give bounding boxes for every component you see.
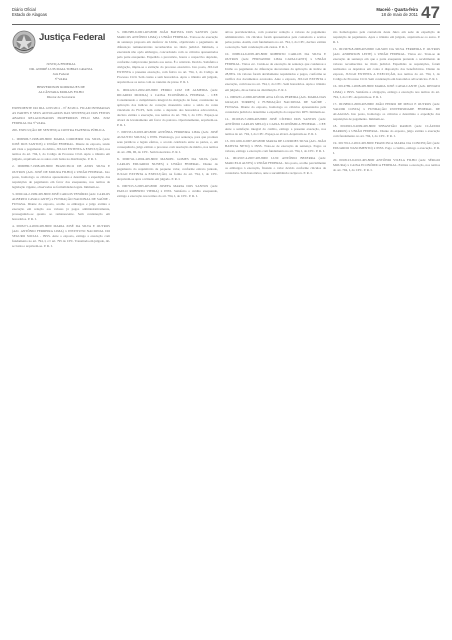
paragraph: 7- 0005331-8.2003.405.8000 ANTÔNIA FERREIRA LIMA (Adv. JOSÉ AUGUSTO SOUZA) x INSS. Homologo, por sentença, para que produza seus jurídicos e legais efeitos, o acordo celebrado entre as partes, e, em consequência, julgo extinto o processo com resolução de mérito, nos termos do art. 269, III, do CPC. Sem honorários. P. R. I. [117,129,218,155]
date-label: Maceió - Quarta-feira [376,7,418,12]
paragraph: 20- 0018123-6.2010.405.8000 ANTÔNIO VILELA FILHO (Adv. SÉRGIO MOURA) x CAIXA ECONÔMICA FEDERAL. Extinta a execução, nos termos do art. 794, I, do CPC. P. R. I. [333,158,440,173]
judge-line: ALCÂNTARA MORAIS FILHO [38,90,84,94]
paragraph: 5- 0002388-9.2001.405.8000 JOÃO BATISTA DOS SANTOS (Adv. MARCOS ANTÔNIO LIMA) x UNIÃO FEDERAL. Trata-se de execução de sentença proposta em desfavor da União, objetivando o pagamento de diferenças remuneratórias reconhecidas no título judicial. Intimada, a executada não opôs embargos, concordando com os cálculos apresentados pela parte exequente. Expedido o precatório, houve o respectivo depósito, conforme comprovante juntado aos autos. É o relatório. Decido. Satisfeita a obrigação, impõe-se a extinção do processo executivo. Isto posto, JULGO EXTINTA a presente execução, com fulcro no art. 794, I, do Código de Processo Civil. Sem custas e sem honorários. Após o trânsito em julgado, arquivem-se os autos com as cautelas de praxe. P. R. I. [117,30,218,85]
paragraph: EXPEDIENTE DO DIA 12/05/2011 - Nº 82/2011. FICAM INTIMADAS AS PARTES E SEUS ADVOGADOS DAS SENTENÇAS DOS FEITOS ABAIXO RELACIONADOS PROFERIDOS PELO MM. JUIZ FEDERAL DA 5ª VARA. [12,106,110,126]
judge-block [12,62,110,100]
paragraph: 12- 0010345-7.2006.405.8000 JOSÉ CÍCERO DOS SANTOS (Adv. ANTÔNIO CARLOS MELO) x CAIXA ECONÔMICA FEDERAL - CEF. Ante a satisfação integral do crédito, extingo a presente execução, nos termos do art. 794, I, do CPC. Expeça-se alvará. Arquivem-se. P. R. I. [225,116,326,136]
date-value: 18 de maio de 2011 [381,12,418,17]
paragraph: 13- 0011456-0.2007.405.8000 MARIA DE LOURDES SILVA (Adv. JOÃO BATISTA NETO) x INSS. Trata-se de execução de sentença. Pagos os valores, extingo a execução com fundamento no art. 794, I, do CPC. P. R. I. [225,138,326,154]
court-name: Justiça Federal [39,32,106,43]
judge-line: 5ª VARA [54,77,68,81]
judge-line: JUSTIÇA FEDERAL [46,62,76,66]
paragraph: 19- 0017012-2.2010.405.8000 FRANCISCA MARIA DA CONCEIÇÃO (Adv. EDUARDO NASCIMENTO) x INSS. Pago o crédito, extingo a execução. P. R. I. [333,140,440,156]
paragraph: 4- 0003271-4.2000.405.8000 MARIA JOSÉ DA SILVA E OUTROS (Adv. ANTÔNIO FERREIRA LIMA) x INSTITUTO NACIONAL DO SEGURO SOCIAL - INSS. Ante o exposto, extingo a execução com fundamento no art. 794, I, c/c art. 795 do CPC. Transitada em julgado, dê-se baixa e arquivem-se. P. R. I. [12,223,110,249]
judge-line: BERVERDSON RODRIGUES DE [37,85,85,89]
paragraph: 15- 0013678-8.2008.405.8000 GILSON DA SILVA FERREIRA E OUTROS (Adv. ANDERSON LEITE) x UNIÃO FEDERAL. Vistos etc. Trata-se de execução de sentença em que a parte exequente pretende o recebimento de valores reconhecidos no título judicial. Expedidas as requisições, foram realizados os depósitos em conta à disposição dos beneficiários. Diante do exposto, JULGO EXTINTA A EXECUÇÃO, nos termos do art. 794, I, do Código de Processo Civil. Sem condenação em honorários advocatícios. P. R. I. [333,47,440,82]
column-1 [12,30,110,630]
publication-title: Diário Oficial [12,7,36,12]
coat-of-arms-icon [12,30,36,54]
paragraph: 2- 0000880-7.1998.405.8000 FRANCISCO DE ASSIS SILVA E OUTROS (Adv. JOSÉ DE MOURA FILHO) x UNIÃO FEDERAL. Isto posto, homologo os cálculos apresentados e determino a expedição das requisições de pagamento em favor dos exequentes, nos termos da legislação vigente, observadas as formalidades legais. Intimem-se. [12,164,110,189]
paragraph: são homologados pela contadoria deste Juízo em sede de expedição de requisição de pagamento. Após o trânsito em julgado, arquivem-se os autos. P. R. I. [333,30,440,45]
paragraph: 8- 0006742-1.2004.405.8000 MANOEL GOMES DA SILVA (Adv. CARLOS EDUARDO NUNES) x UNIÃO FEDERAL. Diante do pagamento do requisitório de pequeno valor, conforme extrato juntado, JULGO EXTINTA A EXECUÇÃO, na forma do art. 794, I, do CPC. Arquivem-se após o trânsito em julgado. P. R. I. [117,157,218,182]
paragraph: 3- 0002144-2.1999.405.8000 JOSÉ CARLOS TENÓRIO (Adv. CARLOS ALBERTO CAVALCANTE) x FUNDAÇÃO NACIONAL DE SAÚDE - FUNASA. Diante do exposto, acolho os embargos e julgo extinta a execução em relação aos valores já pagos administrativamente, prosseguindo-se quanto ao remanescente. Sem condenação em honorários. P. R. I. [12,191,110,221]
paragraph: 14- 0012567-4.2007.405.8000 LUIZ ANTÔNIO BEZERRA (Adv. MARCELO ALVES) x UNIÃO FEDERAL. Isto posto, acolho parcialmente os embargos à execução, fixando o valor devido conforme cálculos da contadoria. Sem honorários, ante a sucumbência recíproca. P. R. I. [225,156,326,176]
judge-line: DR. ANDRÉ LUIS MAIA TOBIAS GRANJA [29,67,93,71]
court-section-header [12,30,110,54]
paragraph: 9- 0007015-3.2005.405.8000 JOSEFA MARIA DOS SANTOS (Adv. PAULO ROBERTO VIEIRA) x INSS. Satisfeito o crédito exequendo, extingo a execução nos termos do art. 794, I, do CPC. P. R. I. [117,184,218,199]
paragraph: 11- 0009231-2.2006.405.8000 ANA LÚCIA PEREIRA (Adv. MARIA DAS GRAÇAS TORRES) x FUNDAÇÃO NACIONAL DE SAÚDE - FUNASA. Diante do exposto, homologo os cálculos apresentados pela contadoria judicial e determino a expedição do respectivo RPV. Intimem-se. [225,94,326,114]
column-2 [117,30,218,630]
judge-line: Juiz Federal [52,72,70,76]
issue-date [376,7,418,17]
header-rule [12,24,440,25]
publication-state: Estado de Alagoas [12,12,47,17]
column-4 [333,30,440,630]
paragraph: 10- 0008124-6.2005.405.8000 ROBERTO CARLOS DA SILVA E OUTROS (Adv. FERNANDO LIMA CAVALCANTI) x UNIÃO FEDERAL. Vistos etc. Cuida-se de execução de sentença que condenou a União ao pagamento de diferenças decorrentes da aplicação do índice de 28,86%. Os valores foram devidamente requisitados e pagos, conforme se verifica dos documentos acostados. Ante o exposto, JULGO EXTINTA a execução, com base no art. 794, I, do CPC. Sem honorários. Após o trânsito em julgado, dê-se baixa na distribuição. P. R. I. [225,52,326,92]
paragraph: 18- 0016901-9.2009.405.8000 SEBASTIÃO RAMOS (Adv. CLÁUDIO BARROS) x UNIÃO FEDERAL. Diante do exposto, julgo extinta a execução com fundamento no art. 794, I, do CPC. P. R. I. [333,123,440,138]
paragraph: 200- EXECUÇÃO DE SENTENÇA CONTRA FAZENDA PÚBLICA [12,128,105,133]
judge-line: Diretor de Secretaria [46,95,76,99]
page-number: 47 [421,3,440,22]
paragraph: 17- 0015890-5.2009.405.8000 JOÃO PEDRO DE MELO E OUTROS (Adv. VALDIR COSTA) x FUNDAÇÃO UNIVERSIDADE FEDERAL DE ALAGOAS. Isto posto, homologo os cálculos e determino a expedição das requisições de pagamento. Intimem-se. [333,101,440,121]
column-3 [225,30,326,630]
paragraph: ativos previdenciários, com posterior redução a valores de pagamento administrativo. Os cálculos foram apresentados pela contadoria e aceitos pelas partes. Assim, com fundamento no art. 794, I, do CPC, declaro extinta a execução. Sem condenação em custas. P. R. I. [225,30,326,50]
publication-name [12,7,47,17]
paragraph: 16- 0014789-1.2008.405.8000 MARIA JOSÉ CAVALCANTE (Adv. RENATO LIMA) x INSS. Satisfeita a obrigação, extingo a execução nos termos do art. 794, I, do CPC. Arquivem-se. P. R. I. [333,84,440,99]
paragraph: 6- 0004120-5.2002.405.8000 PEDRO LUIZ DE ALMEIDA (Adv. RICARDO MOURA) x CAIXA ECONÔMICA FEDERAL - CEF. Considerando o cumprimento integral da obrigação de fazer, consistente na aplicação dos índices de correção monetária sobre o saldo da conta vinculada do FGTS, bem como o depósito dos honorários advocatícios, declaro extinta a execução, nos termos do art. 794, I, do CPC. Expeça-se alvará de levantamento em favor do patrono. Oportunamente, arquivem-se. P. R. I. [117,87,218,127]
paragraph: 1- 0000906-7.1998.405.8000 MARIA CORDEIRO DA SILVA (Adv. JOSÉ DOS SANTOS) x UNIÃO FEDERAL. Diante do exposto, tendo em vista o pagamento do débito, JULGO EXTINTA A EXECUÇÃO, nos termos do art. 794, I, do Código de Processo Civil. Após o trânsito em julgado, arquivem-se os autos com baixa na distribuição. P. R. I. [12,137,110,162]
